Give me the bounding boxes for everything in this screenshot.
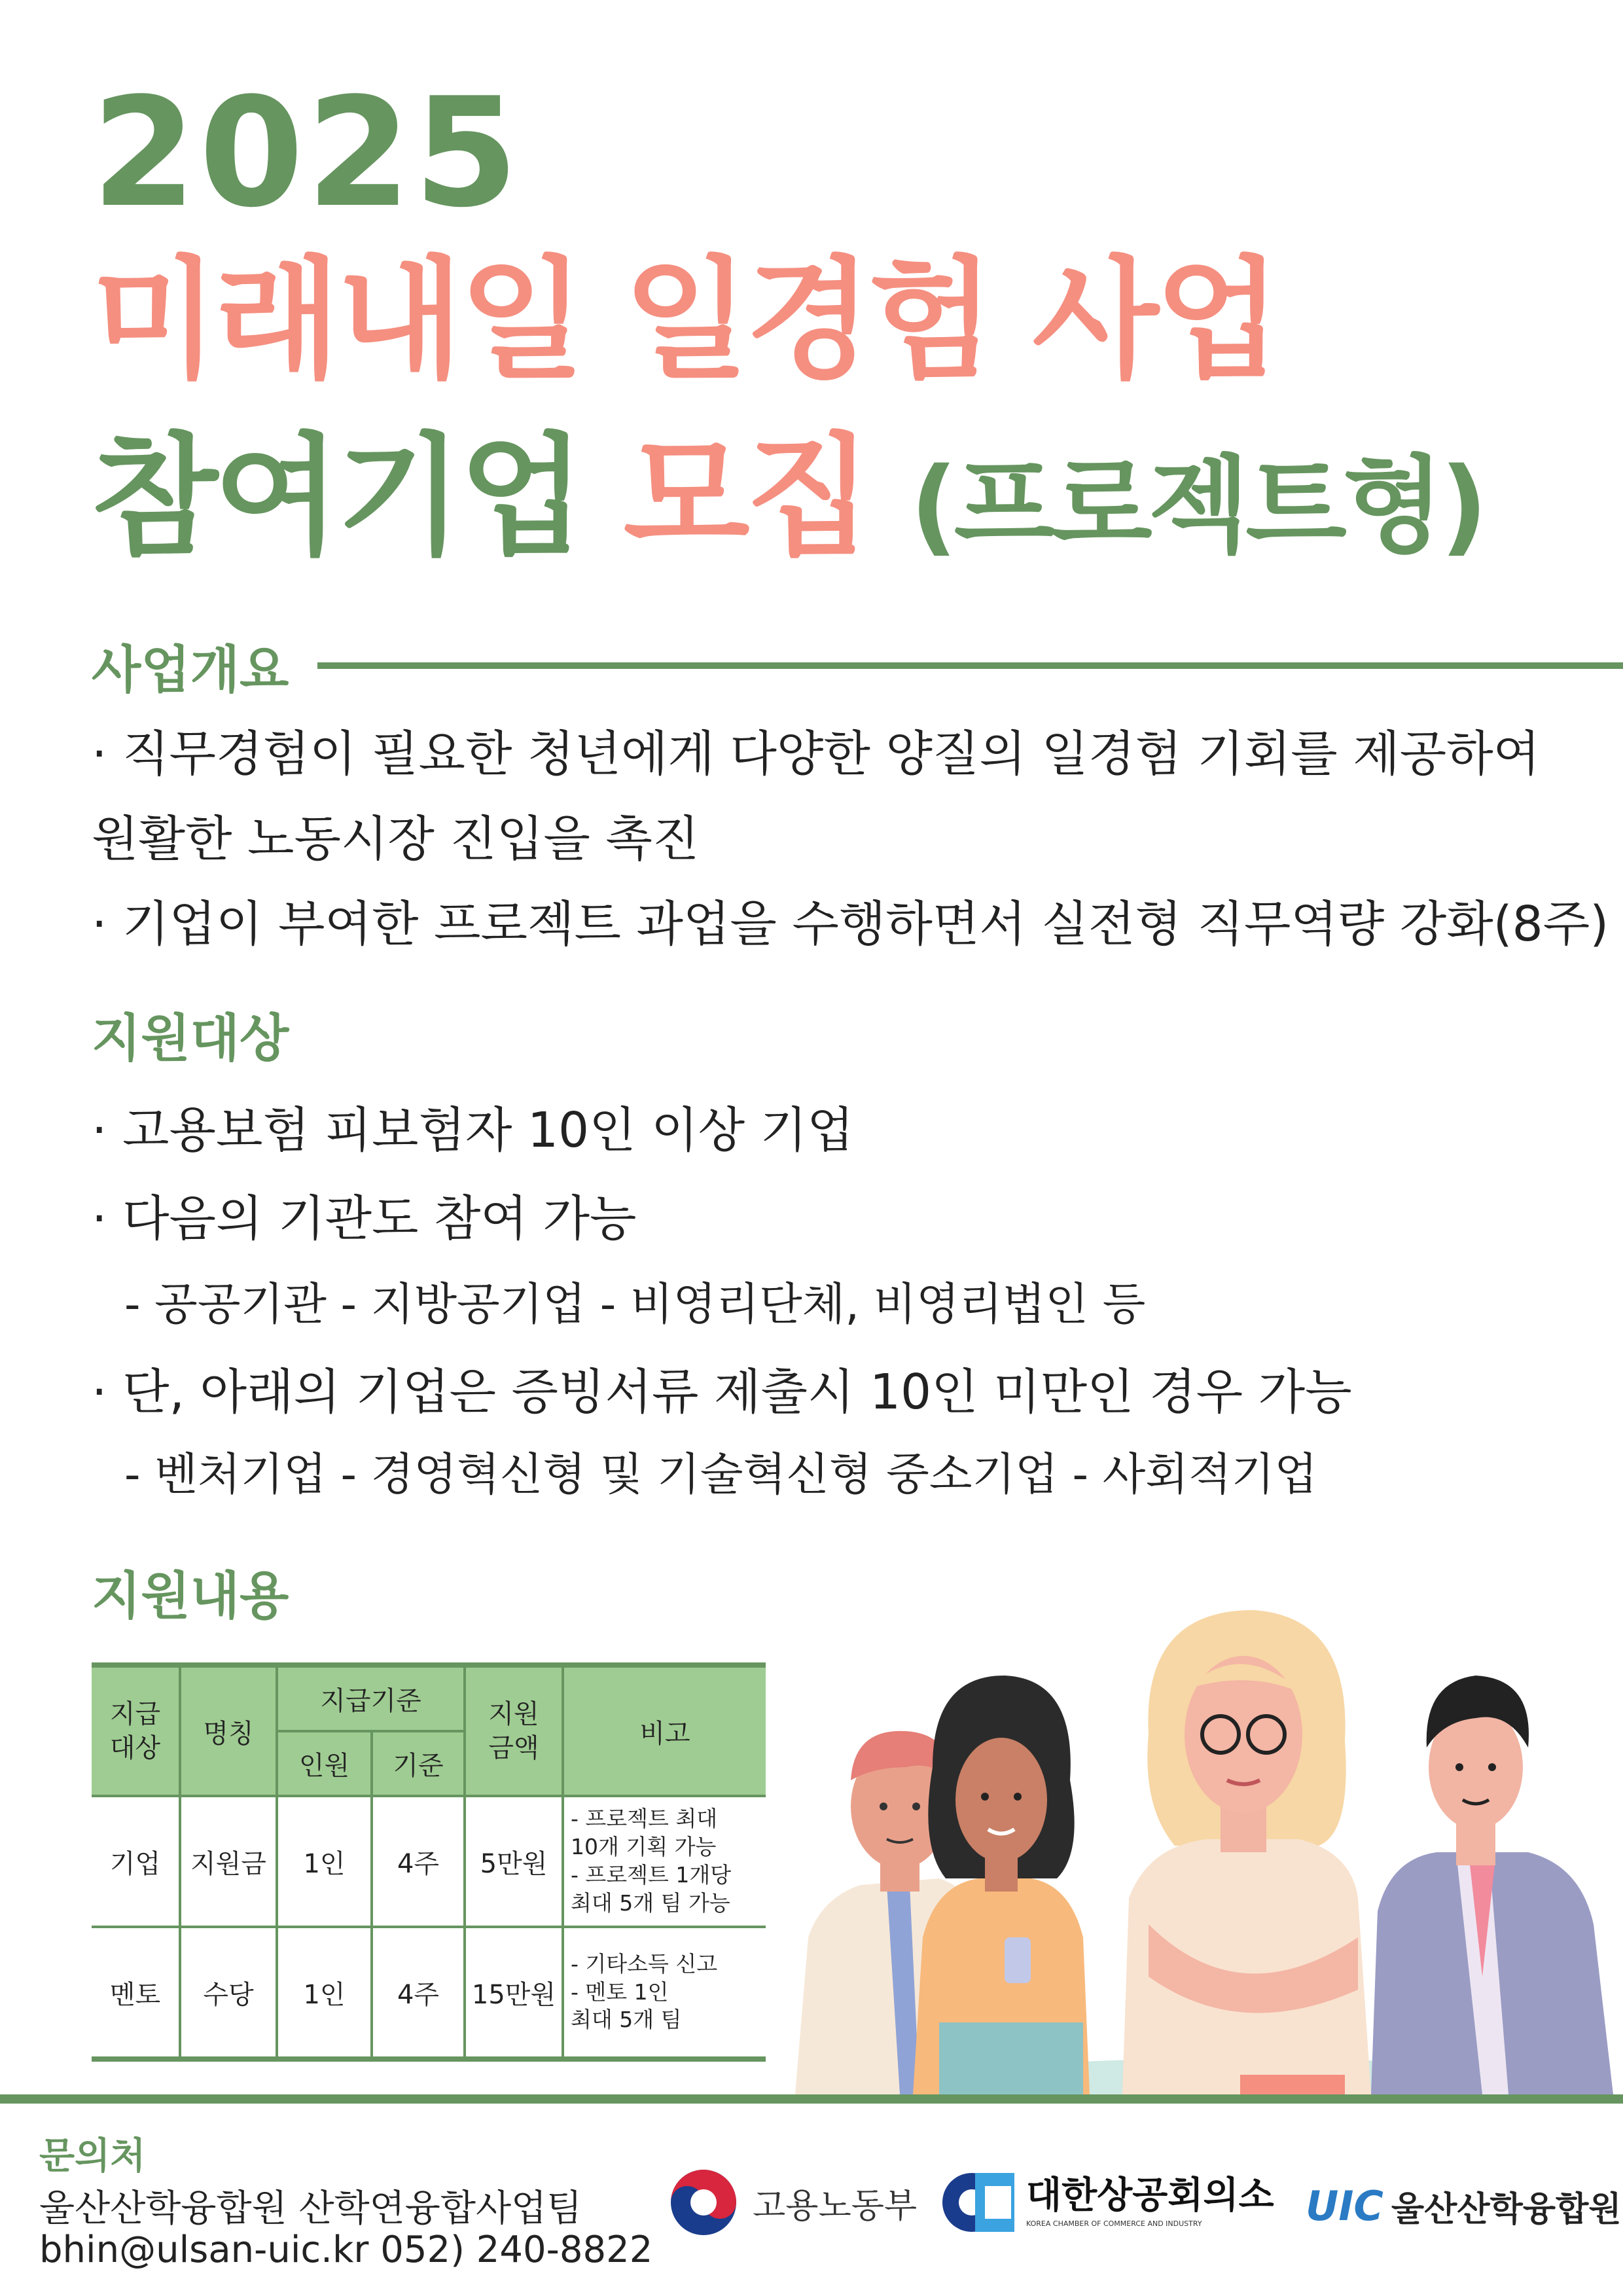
logo-kcci	[936, 2166, 1274, 2238]
target-heading: 지원대상	[92, 1009, 289, 1068]
cell-name: 수당	[180, 1927, 277, 2059]
cell-amount: 15만원	[465, 1927, 563, 2059]
target-line-3: · 단, 아래의 기업은 증빙서류 제출시 10인 미만인 경우 가능	[92, 1364, 1352, 1420]
logo-kcci-text	[1026, 2174, 1274, 2228]
overview-divider	[317, 662, 1623, 669]
content-heading: 지원내용	[92, 1567, 289, 1626]
contact-heading: 문의처	[39, 2135, 146, 2178]
cell-note: - 프로젝트 최대 10개 기획 가능 - 프로젝트 1개당 최대 5개 팀 가능	[563, 1796, 766, 1927]
header-amount: 지원 금액	[465, 1665, 563, 1796]
header-people: 인원	[277, 1731, 372, 1796]
team-illustration	[782, 1571, 1623, 2094]
header-target: 지급 대상	[92, 1665, 180, 1796]
cell-target: 멘토	[92, 1927, 180, 2059]
logo-uic-text: 울산산학융합원	[1391, 2189, 1622, 2229]
target-line-1: · 고용보험 피보험자 10인 이상 기업	[92, 1102, 854, 1158]
header-period: 기준	[372, 1731, 465, 1796]
table-row	[92, 1796, 766, 1927]
logo-kcci-name: 대한상공회의소	[1026, 2174, 1274, 2217]
overview-heading: 사업개요	[92, 641, 289, 700]
gear-icon	[936, 2166, 1014, 2238]
taegeuk-icon	[668, 2166, 740, 2238]
logo-uic-mark: UIC	[1306, 2181, 1383, 2230]
overview-line-1: · 직무경험이 필요한 청년에게 다양한 양질의 일경험 기회를 제공하여	[92, 726, 1541, 782]
overview-line-2: 원활한 노동시장 진입을 촉진	[92, 811, 700, 867]
table-row	[92, 1927, 766, 2059]
cell-people: 1인	[277, 1796, 372, 1927]
cell-period: 4주	[372, 1796, 465, 1927]
footer-divider	[0, 2094, 1623, 2104]
logo-moel	[668, 2166, 917, 2238]
overview-line-3: · 기업이 부여한 프로젝트 과업을 수행하면서 실전형 직무역량 강화(8주)	[92, 896, 1609, 952]
person-woman-blonde	[1122, 1610, 1371, 2094]
logo-uic	[1306, 2173, 1622, 2238]
cell-amount: 5만원	[465, 1796, 563, 1927]
title-recruit	[92, 421, 1484, 573]
target-sub-2: - 벤처기업 - 경영혁신형 및 기술혁신형 중소기업 - 사회적기업	[124, 1449, 1318, 1501]
cell-target: 기업	[92, 1796, 180, 1927]
title-type: (프로젝트형)	[910, 444, 1484, 567]
support-table	[92, 1662, 766, 2062]
cell-period: 4주	[372, 1927, 465, 2059]
logo-kcci-english: KOREA CHAMBER OF COMMERCE AND INDUSTRY	[1026, 2219, 1202, 2228]
header-note: 비고	[563, 1665, 766, 1796]
cell-people: 1인	[277, 1927, 372, 2059]
target-sub-1: - 공공기관 - 지방공기업 - 비영리단체, 비영리법인 등	[124, 1279, 1146, 1331]
header-basis: 지급기준	[277, 1665, 465, 1731]
title-year: 2025	[92, 66, 522, 241]
logo-moel-text: 고용노동부	[753, 2186, 918, 2226]
target-line-2: · 다음의 기관도 참여 가능	[92, 1191, 637, 1247]
title-program: 미래내일 일경험 사업	[92, 244, 1278, 397]
title-participating: 참여기업	[92, 421, 582, 573]
header-name: 명칭	[180, 1665, 277, 1796]
cell-note: - 기타소득 신고 - 멘토 1인 최대 5개 팀	[563, 1927, 766, 2059]
title-recruitment: 모집	[623, 421, 868, 573]
contact-info: bhin@ulsan-uic.kr 052) 240-8822	[39, 2229, 653, 2271]
person-man-suit	[1371, 1676, 1613, 2094]
contact-org: 울산산학융합원 산학연융합사업팀	[39, 2187, 582, 2230]
cell-name: 지원금	[180, 1796, 277, 1927]
